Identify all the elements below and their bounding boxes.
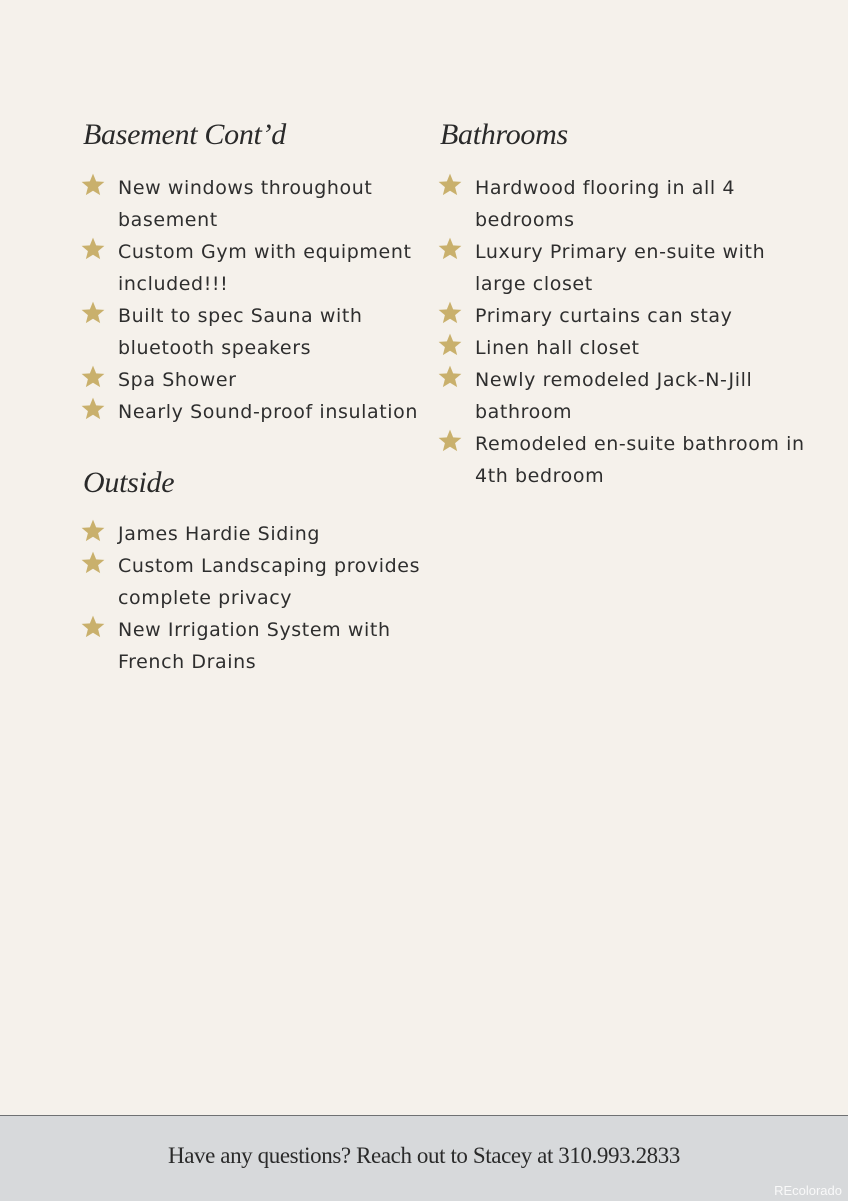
star-icon: [80, 396, 106, 422]
list-item-text: Custom Landscaping provides complete privacy: [118, 555, 421, 609]
outside-section: [83, 463, 438, 678]
list-item: [83, 614, 438, 678]
list-item: [83, 364, 438, 396]
list-item: [440, 172, 820, 236]
star-icon: [80, 550, 106, 576]
star-icon: [437, 300, 463, 326]
outside-list: [83, 518, 438, 678]
star-icon: [437, 428, 463, 454]
list-item-text: New windows throughout basement: [118, 177, 373, 231]
star-icon: [80, 518, 106, 544]
star-icon: [80, 364, 106, 390]
list-item: [83, 172, 438, 236]
star-icon: [437, 172, 463, 198]
list-item-text: New Irrigation System with French Drains: [118, 619, 391, 673]
list-item-text: Primary curtains can stay: [475, 305, 733, 327]
list-item-text: Hardwood flooring in all 4 bedrooms: [475, 177, 736, 231]
star-icon: [80, 614, 106, 640]
list-item-text: Nearly Sound-proof insulation: [118, 401, 419, 423]
contact-text: Have any questions? Reach out to Stacey at 310.993.2833: [168, 1143, 680, 1168]
list-item-text: Luxury Primary en-suite with large closet: [475, 241, 766, 295]
star-icon: [437, 364, 463, 390]
footer-bar: [0, 1115, 848, 1201]
star-icon: [80, 172, 106, 198]
list-item-text: Remodeled en-suite bathroom in 4th bedroom: [475, 433, 805, 487]
bathrooms-section: [440, 115, 820, 492]
list-item-text: Built to spec Sauna with bluetooth speakers: [118, 305, 363, 359]
watermark: REcolorado: [774, 1183, 842, 1198]
list-item-text: Spa Shower: [118, 369, 237, 391]
list-item: [440, 364, 820, 428]
outside-title: Outside: [83, 466, 175, 499]
basement-list: [83, 172, 438, 428]
list-item-text: James Hardie Siding: [118, 523, 321, 545]
list-item: [83, 236, 438, 300]
basement-section: [83, 115, 438, 428]
star-icon: [437, 236, 463, 262]
list-item: [440, 300, 820, 332]
star-icon: [80, 300, 106, 326]
list-item: [83, 550, 438, 614]
list-item: [440, 236, 820, 300]
bathrooms-title: Bathrooms: [440, 118, 568, 151]
list-item-text: Custom Gym with equipment included!!!: [118, 241, 412, 295]
list-item-text: Newly remodeled Jack-N-Jill bathroom: [475, 369, 753, 423]
star-icon: [437, 332, 463, 358]
list-item: [83, 518, 438, 550]
list-item: [83, 300, 438, 364]
list-item: [440, 332, 820, 364]
star-icon: [80, 236, 106, 262]
list-item-text: Linen hall closet: [475, 337, 640, 359]
list-item: [440, 428, 820, 492]
bathrooms-list: [440, 172, 820, 492]
list-item: [83, 396, 438, 428]
basement-title: Basement Cont’d: [83, 118, 286, 151]
